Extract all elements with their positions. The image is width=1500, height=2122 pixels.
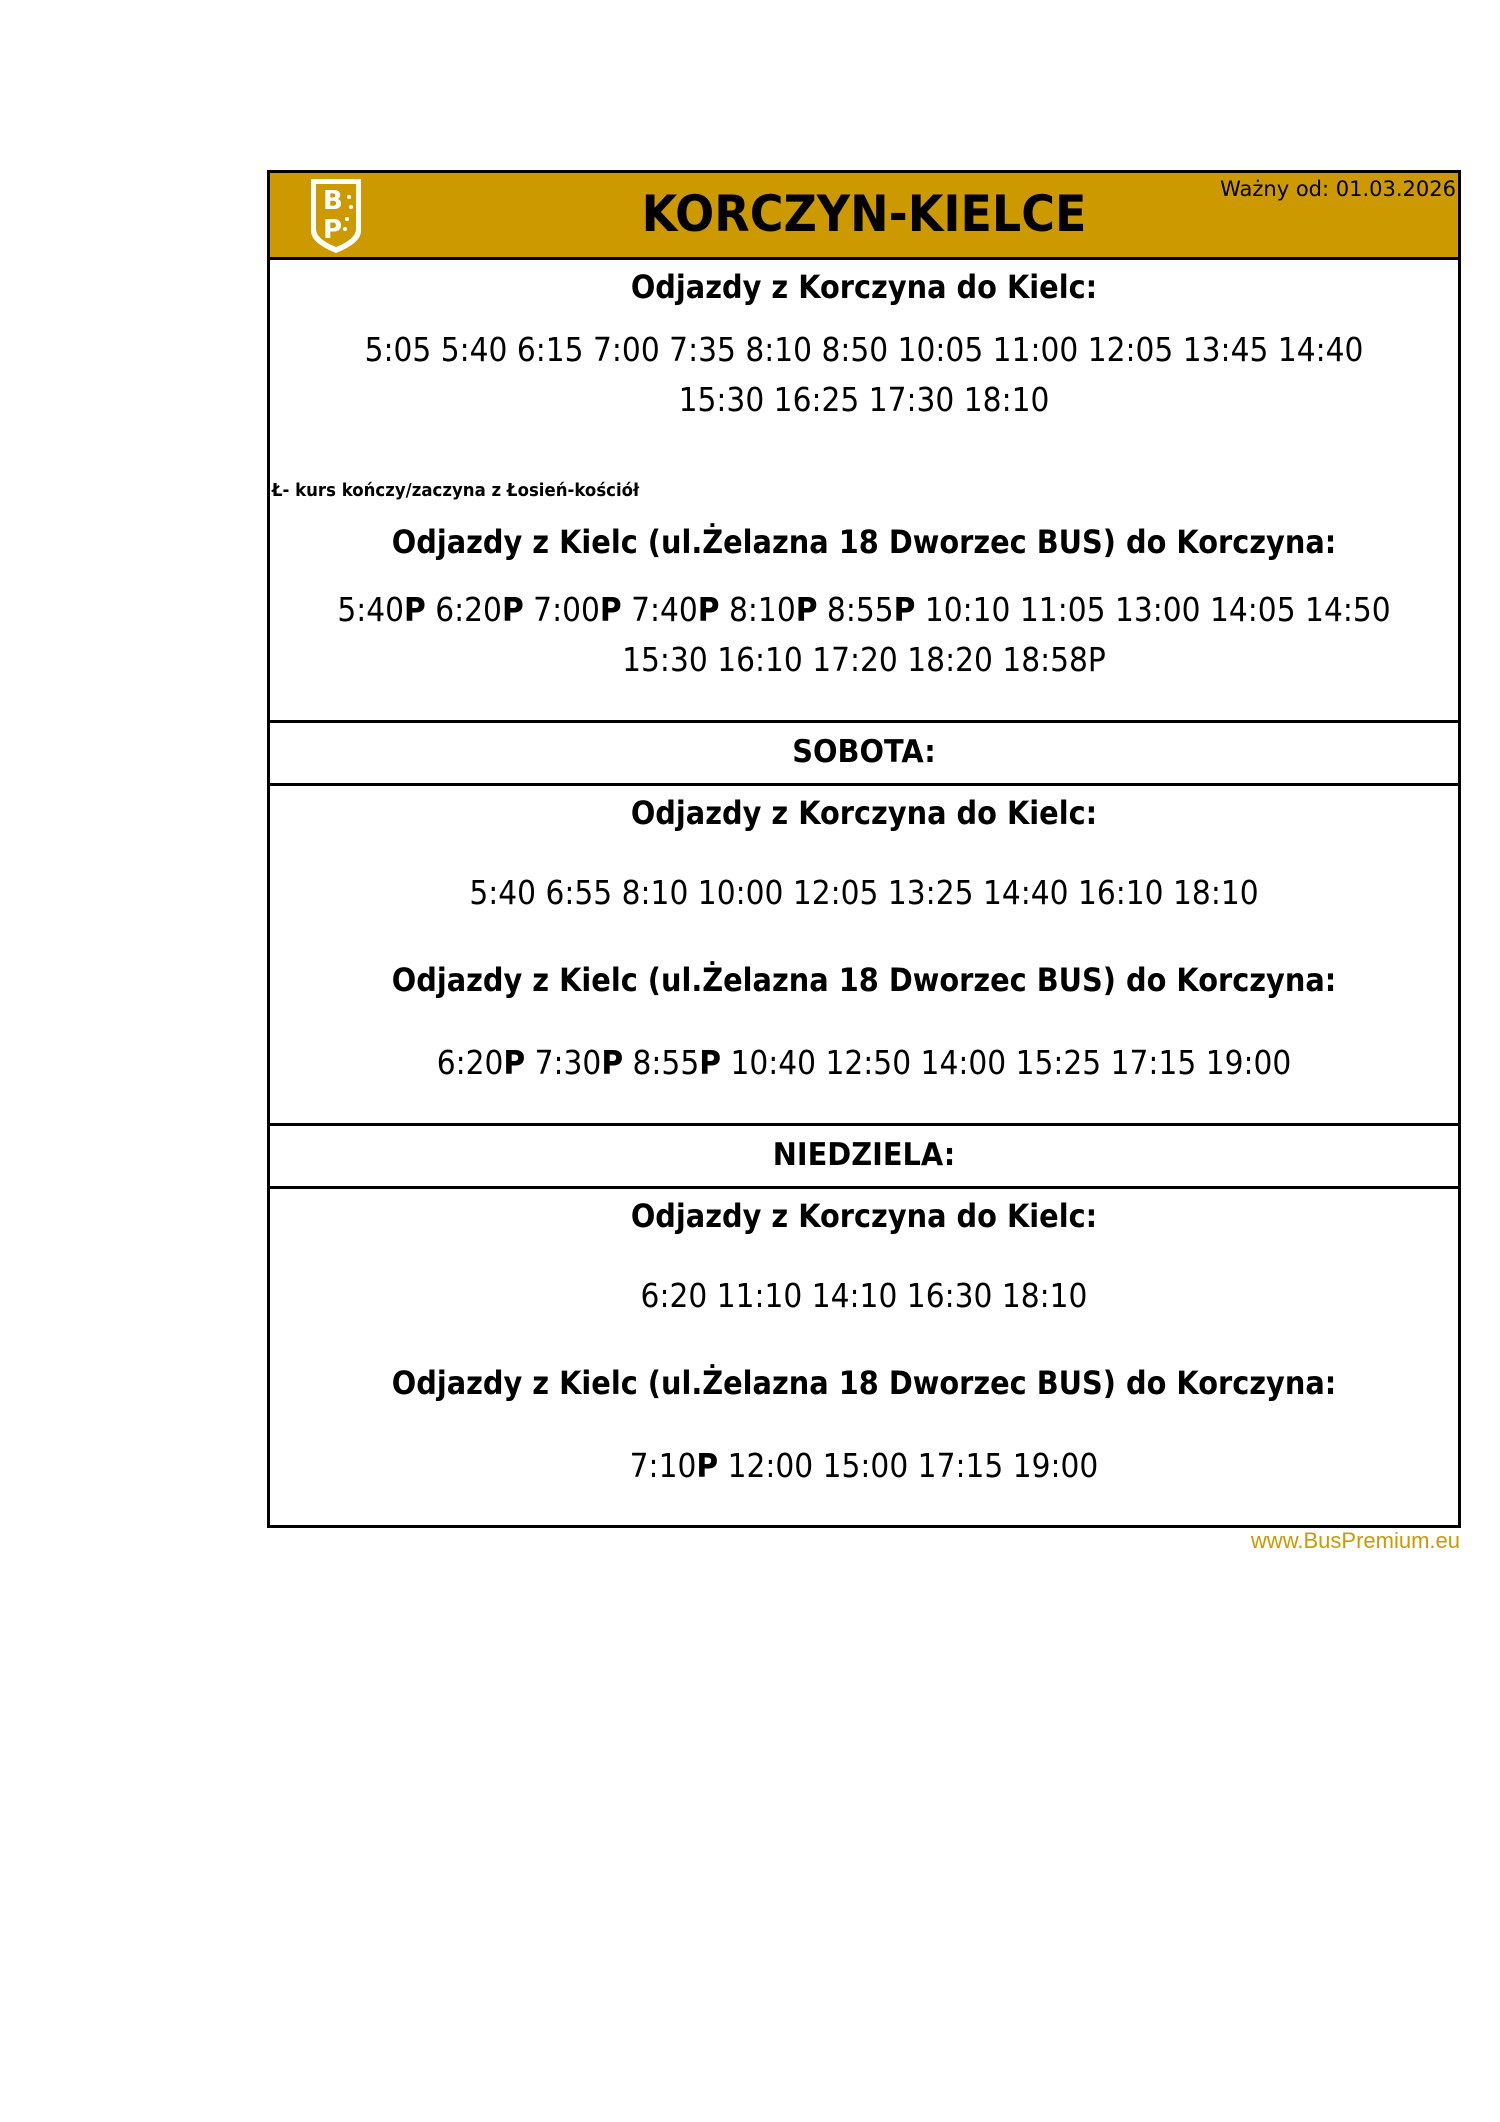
weekday-to-kielce-heading: Odjazdy z Korczyna do Kielc: [630, 268, 1098, 306]
departure-time: 8:55P [826, 590, 916, 629]
departure-time: 13:00 [1114, 590, 1201, 629]
route-marker: P [601, 1043, 624, 1082]
departure-time: 10:40 [730, 1043, 817, 1082]
departure-time: 14:00 [920, 1043, 1007, 1082]
departure-time: 16:10 [1077, 873, 1164, 912]
departure-time: 8:10 [621, 873, 689, 912]
sunday-title-row [270, 1126, 1458, 1189]
departure-time: 10:00 [697, 873, 784, 912]
svg-text:B: B [323, 186, 343, 216]
saturday-title-row [270, 723, 1458, 786]
departure-time: 7:40P [631, 590, 720, 629]
departure-time: 7:00P [533, 590, 622, 629]
sunday-to-korczyn-heading: Odjazdy z Kielc (ul.Żelazna 18 Dworzec BUS) do Korczyna: [391, 1364, 1337, 1402]
saturday-to-kielce-times [329, 868, 1398, 918]
departure-time: 19:00 [1012, 1446, 1099, 1485]
departure-time: 12:05 [1087, 330, 1174, 369]
departure-time: 6:20 [640, 1276, 708, 1315]
weekday-to-korczyn-heading: Odjazdy z Kielc (ul.Żelazna 18 Dworzec BUS) do Korczyna: [391, 523, 1337, 561]
departure-time: 8:55P [632, 1043, 721, 1082]
sunday-to-kielce-heading: Odjazdy z Korczyna do Kielc: [630, 1197, 1098, 1235]
route-marker: P [503, 1043, 526, 1082]
departure-time: 18:10 [963, 380, 1050, 419]
departure-time: 12:05 [792, 873, 879, 912]
departure-time: 17:30 [868, 380, 955, 419]
departure-time: 19:00 [1205, 1043, 1292, 1082]
departure-time: 18:20 [907, 640, 993, 679]
route-marker: P [795, 590, 818, 629]
departure-time: 5:05 [364, 330, 432, 369]
departure-time: 14:50 [1305, 590, 1391, 629]
sunday-to-korczyn-times [329, 1441, 1398, 1491]
route-marker: P [404, 590, 426, 629]
departure-time: 7:35 [669, 330, 736, 369]
saturday-to-korczyn-heading: Odjazdy z Kielc (ul.Żelazna 18 Dworzec BUS) do Korczyna: [391, 961, 1337, 999]
departure-time: 11:05 [1019, 590, 1106, 629]
route-title: KORCZYN-KIELCE [641, 185, 1087, 243]
departure-time: 14:10 [811, 1276, 898, 1315]
sunday-to-kielce-times [329, 1271, 1398, 1321]
departure-time: 11:00 [992, 330, 1079, 369]
departure-time: 12:00 [727, 1446, 814, 1485]
route-marker: P [599, 590, 622, 629]
departure-time: 14:05 [1209, 590, 1296, 629]
departure-time: 6:55 [545, 873, 613, 912]
route-marker: P [501, 590, 524, 629]
departure-time: 15:25 [1015, 1043, 1102, 1082]
weekday-block [270, 260, 1458, 723]
timetable [267, 170, 1461, 1528]
departure-time: 6:20P [435, 590, 524, 629]
saturday-to-kielce-heading: Odjazdy z Korczyna do Kielc: [630, 794, 1098, 832]
departure-time: 5:40P [337, 590, 426, 629]
route-marker: P [1087, 640, 1106, 679]
departure-time: 15:30 [678, 380, 765, 419]
departure-time: 17:15 [917, 1446, 1004, 1485]
departure-time: 14:40 [1277, 330, 1364, 369]
departure-time: 14:40 [982, 873, 1069, 912]
departure-time: 7:30P [534, 1043, 624, 1082]
legend-note: Ł- kurs kończy/zaczyna z Łosień-kościół [271, 480, 640, 501]
valid-from-label: Ważny od: 01.03.2026 [1220, 177, 1456, 201]
sunday-title: NIEDZIELA: [772, 1137, 956, 1173]
timetable-header [270, 173, 1458, 260]
departure-time: 18:10 [1001, 1276, 1088, 1315]
departure-time: 16:25 [773, 380, 860, 419]
departure-time: 18:58P [1002, 640, 1106, 679]
saturday-block [270, 786, 1458, 1126]
departure-time: 11:10 [716, 1276, 803, 1315]
departure-time: 7:00 [593, 330, 660, 369]
route-marker: P [697, 590, 720, 629]
departure-time: 18:10 [1173, 873, 1259, 912]
departure-time: 10:10 [924, 590, 1011, 629]
website-link[interactable]: www.BusPremium.eu [1250, 1528, 1460, 1553]
departure-time: 10:05 [897, 330, 984, 369]
departure-time: 8:10P [729, 590, 818, 629]
departure-time: 15:30 [622, 640, 708, 679]
weekday-to-kielce-times [347, 325, 1380, 425]
departure-time: 5:40 [440, 330, 508, 369]
departure-time: 16:10 [717, 640, 803, 679]
departure-time: 15:00 [822, 1446, 909, 1485]
departure-time: 8:50 [821, 330, 889, 369]
departure-time: 8:10 [745, 330, 813, 369]
departure-time: 6:15 [516, 330, 584, 369]
saturday-to-korczyn-times [329, 1038, 1398, 1088]
weekday-to-korczyn-times [329, 585, 1398, 685]
departure-time: 17:20 [812, 640, 898, 679]
departure-time: 7:10P [629, 1446, 719, 1485]
departure-time: 6:20P [436, 1043, 526, 1082]
departure-time: 12:50 [825, 1043, 912, 1082]
route-marker: P [893, 590, 916, 629]
departure-time: 13:45 [1182, 330, 1269, 369]
sunday-block [270, 1189, 1458, 1525]
departure-time: 5:40 [469, 873, 537, 912]
departure-time: 13:25 [887, 873, 974, 912]
departure-time: 17:15 [1110, 1043, 1197, 1082]
svg-text:P: P [323, 215, 343, 245]
route-marker: P [696, 1446, 719, 1485]
saturday-title: SOBOTA: [792, 734, 936, 770]
route-marker: P [699, 1043, 721, 1082]
departure-time: 16:30 [906, 1276, 993, 1315]
